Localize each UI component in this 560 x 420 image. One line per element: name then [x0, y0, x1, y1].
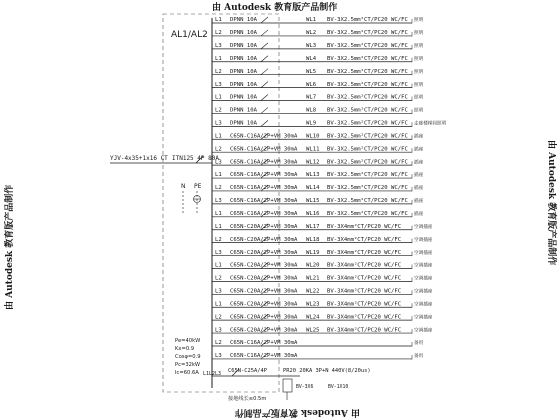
- circuit-phase: L1: [215, 17, 222, 24]
- circuit-cable: BV-3X2.5mm²CT/PC20 WC/FC: [327, 185, 408, 192]
- circuit-number: WL16: [306, 211, 320, 217]
- incoming-cable-label: YJV-4x35+1x16 CT: [110, 155, 168, 162]
- circuit-cable: BV-3X2.5mm²CT/PC20 WC/FC: [327, 94, 408, 101]
- surge-protection-branch: [203, 368, 371, 402]
- calc-line: Cosφ=0.9: [175, 354, 201, 360]
- circuit-use: 空调插座: [414, 237, 433, 243]
- circuit-number: WL20: [306, 262, 320, 269]
- circuit-use: 空调插座: [414, 302, 433, 308]
- circuit-cable: BV-3X2.5mm²CT/PC20 WC/FC: [327, 211, 408, 217]
- circuit-use: 插座: [414, 134, 424, 140]
- circuit-number: WL21: [306, 275, 320, 282]
- circuit-phase: L3: [215, 249, 222, 256]
- circuit-phase: L1: [215, 211, 222, 217]
- circuit-row: [212, 29, 424, 36]
- circuit-cable: BV-3X2.5mm²CT/PC20 WC/FC: [327, 198, 408, 205]
- circuit-breaker: DPNN 10A: [230, 30, 257, 37]
- outgoing-circuits: [212, 16, 447, 359]
- circuit-breaker: DPNN 10A: [230, 17, 257, 24]
- circuit-use: 插座: [414, 160, 424, 166]
- breaker-symbol: [261, 69, 268, 75]
- circuit-number: WL22: [306, 288, 320, 295]
- circuit-phase: L3: [215, 81, 222, 88]
- calc-line: Pc=32kW: [175, 362, 201, 368]
- circuit-breaker: DPNN 10A: [230, 55, 257, 62]
- circuit-number: WL23: [306, 301, 320, 308]
- circuit-phase: L2: [215, 314, 222, 321]
- circuit-row: [212, 81, 424, 88]
- circuit-number: WL17: [306, 223, 320, 230]
- circuit-number: WL18: [306, 236, 320, 243]
- calc-line: Kx=0.9: [175, 346, 195, 352]
- circuit-phase: L1: [215, 223, 222, 230]
- calc-line: Ic=60.6A: [175, 370, 199, 376]
- circuit-row: [212, 262, 433, 269]
- circuit-cable: BV-3X2.5mm²CT/PC20 WC/FC: [327, 30, 408, 37]
- circuit-cable: BV-3X2.5mm²CT/PC20 WC/FC: [327, 120, 408, 127]
- circuit-phase: L2: [215, 185, 222, 192]
- circuit-phase: L2: [215, 68, 222, 75]
- circuit-number: WL15: [306, 198, 320, 205]
- circuit-number: WL10: [306, 133, 320, 140]
- circuit-breaker: C65N-C16A/2P+VM 30mA: [230, 146, 298, 153]
- circuit-row: [212, 326, 433, 333]
- circuit-phase: L3: [215, 353, 222, 360]
- circuit-breaker: DPNN 10A: [230, 68, 257, 75]
- calc-line: Pe=40kW: [175, 338, 201, 344]
- circuit-number: WL3: [306, 43, 317, 50]
- circuit-number: WL11: [306, 146, 320, 153]
- breaker-symbol: [261, 120, 268, 126]
- circuit-row: [212, 288, 433, 295]
- circuit-cable: BV-3X2.5mm²CT/PC20 WC/FC: [327, 17, 408, 24]
- circuit-number: WL25: [306, 327, 320, 334]
- circuit-use: 走廊楼梯间照明: [414, 121, 447, 127]
- circuit-breaker: C65N-C16A/2P+VM 30mA: [230, 353, 298, 360]
- circuit-cable: BV-3X4mm²CT/PC20 WC/FC: [327, 275, 402, 282]
- circuit-use: 照明: [414, 82, 424, 88]
- circuit-use: 照明: [414, 31, 424, 37]
- spd-cable2-label: BV-1X10: [328, 385, 349, 390]
- breaker-symbol: [261, 17, 268, 23]
- neutral-label: N: [181, 183, 186, 190]
- watermark-right: 由 Autodesk 教育版产品制作: [546, 140, 556, 266]
- circuit-cable: BV-3X2.5mm²CT/PC20 WC/FC: [327, 146, 408, 153]
- circuit-number: WL13: [306, 172, 320, 179]
- circuit-cable: BV-3X2.5mm²CT/PC20 WC/FC: [327, 81, 408, 88]
- circuit-number: WL4: [306, 55, 317, 62]
- watermark-bottom: 由 Autodesk 教育版产品制作: [234, 407, 360, 417]
- circuit-breaker: C65N-C20A/2P+VM 30mA: [230, 275, 298, 282]
- circuit-breaker: C65N-C16A/2P+VM 30mA: [230, 133, 298, 140]
- circuit-use: 插座: [414, 147, 424, 153]
- circuit-breaker: C65N-C16A/2P+VM 30mA: [230, 198, 298, 205]
- circuit-use: 插座: [414, 199, 424, 205]
- circuit-phase: L3: [215, 288, 222, 295]
- circuit-phase: L3: [215, 120, 222, 127]
- circuit-phase: L1: [215, 172, 222, 179]
- circuit-cable: BV-3X2.5mm²CT/PC20 WC/FC: [327, 68, 408, 75]
- circuit-cable: BV-3X2.5mm²CT/PC20 WC/FC: [327, 43, 408, 50]
- circuit-use: 备用: [414, 341, 424, 347]
- circuit-row: [212, 210, 424, 217]
- circuit-phase: L1: [215, 262, 222, 269]
- circuit-row: [212, 352, 424, 359]
- circuit-cable: BV-3X2.5mm²CT/PC20 WC/FC: [327, 55, 408, 62]
- breaker-symbol: [261, 30, 268, 36]
- circuit-row: [212, 197, 424, 204]
- circuit-phase: L1: [215, 55, 222, 62]
- circuit-cable: BV-3X4mm²CT/PC20 WC/FC: [327, 223, 402, 230]
- circuit-breaker: DPNN 10A: [230, 94, 257, 101]
- circuit-use: 照明: [414, 69, 424, 75]
- circuit-use: 空调插座: [414, 276, 433, 282]
- circuit-breaker: DPNN 10A: [230, 81, 257, 88]
- circuit-row: [212, 236, 433, 243]
- circuit-row: [212, 42, 424, 49]
- pe-label: PE: [194, 183, 202, 190]
- circuit-breaker: C65N-C20A/2P+VM 30mA: [230, 262, 298, 269]
- circuit-breaker: DPNN 10A: [230, 107, 257, 114]
- circuit-use: 空调插座: [414, 224, 433, 230]
- circuit-breaker: DPNN 10A: [230, 43, 257, 50]
- circuit-use: 插座: [414, 212, 424, 217]
- spd-arrester-label: PR20 20KA 3P+N 440V(8/20us): [283, 368, 371, 374]
- circuit-number: WL9: [306, 120, 317, 127]
- circuit-breaker: DPNN 10A: [230, 120, 257, 127]
- circuit-row: [212, 223, 433, 230]
- circuit-phase: L2: [215, 236, 222, 243]
- circuit-cable: BV-3X2.5mm²CT/PC20 WC/FC: [327, 107, 408, 114]
- circuit-phase: L3: [215, 159, 222, 166]
- circuit-row: [212, 158, 424, 165]
- circuit-breaker: C65N-C20A/2P+VM 30mA: [230, 314, 298, 321]
- circuit-use: 照明: [414, 95, 424, 101]
- circuit-breaker: C65N-C16A/2P+VM 30mA: [230, 211, 298, 217]
- circuit-breaker: C65N-C20A/2P+VM 30mA: [230, 288, 298, 295]
- circuit-use: 插座: [414, 186, 424, 192]
- breaker-symbol: [261, 82, 268, 88]
- circuit-phase: L2: [215, 30, 222, 37]
- circuit-use: 空调插座: [414, 263, 433, 269]
- circuit-breaker: C65N-C20A/2P+VM 30mA: [230, 249, 298, 256]
- circuit-phase: L2: [215, 146, 222, 153]
- circuit-phase: L3: [215, 327, 222, 334]
- watermark-left: 由 Autodesk 教育版产品制作: [5, 184, 15, 310]
- circuit-row: [212, 249, 433, 256]
- circuit-row: [212, 107, 424, 114]
- circuit-use: 插座: [414, 173, 424, 179]
- circuit-row: [212, 16, 424, 23]
- circuit-row: [212, 55, 424, 62]
- circuit-use: 照明: [414, 18, 424, 24]
- circuit-phase: L2: [215, 275, 222, 282]
- load-calculation-block: [175, 338, 201, 376]
- circuit-cable: BV-3X4mm²CT/PC20 WC/FC: [327, 236, 402, 243]
- circuit-phase: L3: [215, 43, 222, 50]
- circuit-cable: BV-3X4mm²CT/PC20 WC/FC: [327, 262, 402, 269]
- breaker-symbol: [261, 43, 268, 49]
- spd-arrester-symbol: [283, 379, 292, 392]
- circuit-row: [212, 275, 433, 282]
- circuit-use: 空调插座: [414, 328, 433, 334]
- circuit-row: [212, 171, 424, 178]
- circuit-row: [212, 300, 433, 307]
- breaker-symbol: [261, 56, 268, 62]
- circuit-row: [212, 313, 433, 320]
- circuit-number: WL19: [306, 249, 320, 256]
- circuit-number: WL5: [306, 68, 317, 75]
- circuit-breaker: C65N-C20A/2P+VM 30mA: [230, 301, 298, 308]
- circuit-breaker: C65N-C16A/2P+VM 30mA: [230, 185, 298, 192]
- circuit-use: 照明: [414, 56, 424, 62]
- circuit-number: WL8: [306, 107, 317, 114]
- watermark-top: 由 Autodesk 教育版产品制作: [212, 3, 338, 13]
- circuit-phase: L3: [215, 198, 222, 205]
- circuit-number: WL12: [306, 159, 320, 166]
- circuit-use: 备用: [414, 354, 424, 360]
- circuit-phase: L1: [215, 94, 222, 101]
- panel-id-label: AL1/AL2: [171, 30, 208, 40]
- circuit-breaker: C65N-C20A/2P+VM 30mA: [230, 223, 298, 230]
- circuit-number: WL1: [306, 17, 317, 24]
- circuit-cable: BV-3X4mm²CT/PC20 WC/FC: [327, 327, 402, 334]
- circuit-cable: BV-3X4mm²CT/PC20 WC/FC: [327, 249, 402, 256]
- spd-cable1-label: BV-3X6: [296, 385, 314, 390]
- circuit-breaker: C65N-C16A/2P+VM 30mA: [230, 159, 298, 166]
- spd-breaker-label: C65N-C25A/4P: [228, 368, 267, 374]
- circuit-use: 空调插座: [414, 315, 433, 321]
- circuit-cable: BV-3X4mm²CT/PC20 WC/FC: [327, 301, 402, 308]
- circuit-row: [212, 145, 424, 152]
- circuit-phase: L2: [215, 340, 222, 347]
- circuit-phase: L1: [215, 301, 222, 308]
- circuit-cable: BV-3X4mm²CT/PC20 WC/FC: [327, 314, 402, 321]
- circuit-row: [212, 184, 424, 191]
- circuit-row: [212, 94, 424, 101]
- circuit-phase: L1: [215, 133, 222, 140]
- circuit-use: 照明: [414, 44, 424, 50]
- breaker-symbol: [261, 95, 268, 101]
- circuit-cable: BV-3X2.5mm²CT/PC20 WC/FC: [327, 159, 408, 166]
- circuit-cable: BV-3X4mm²CT/PC20 WC/FC: [327, 288, 402, 295]
- circuit-breaker: C65N-C16A/2P+VM 30mA: [230, 172, 298, 179]
- circuit-use: 空调插座: [414, 289, 433, 295]
- spd-earth-note: 接地线长≤0.5m: [228, 396, 267, 402]
- circuit-number: WL2: [306, 30, 317, 37]
- breaker-symbol: [261, 107, 268, 113]
- circuit-breaker: C65N-C16A/2P+VM 30mA: [230, 340, 298, 347]
- circuit-breaker: C65N-C20A/2P+VM 30mA: [230, 236, 298, 243]
- circuit-row: [212, 132, 424, 139]
- circuit-cable: BV-3X2.5mm²CT/PC20 WC/FC: [327, 172, 408, 179]
- circuit-cable: BV-3X2.5mm²CT/PC20 WC/FC: [327, 133, 408, 140]
- circuit-row: [212, 68, 424, 75]
- circuit-number: WL7: [306, 94, 317, 101]
- main-breaker-label: ITN125 4P 80A: [172, 155, 219, 162]
- circuit-use: 照明: [414, 108, 424, 114]
- circuit-number: WL24: [306, 314, 320, 321]
- circuit-row: [212, 120, 447, 127]
- circuit-row: [212, 339, 424, 346]
- spd-phase-label: L1L2L3: [203, 371, 222, 377]
- circuit-breaker: C65N-C20A/2P+VM 30mA: [230, 327, 298, 334]
- circuit-number: WL6: [306, 81, 317, 88]
- circuit-number: WL14: [306, 185, 320, 192]
- circuit-use: 空调插座: [414, 250, 433, 256]
- circuit-phase: L2: [215, 107, 222, 114]
